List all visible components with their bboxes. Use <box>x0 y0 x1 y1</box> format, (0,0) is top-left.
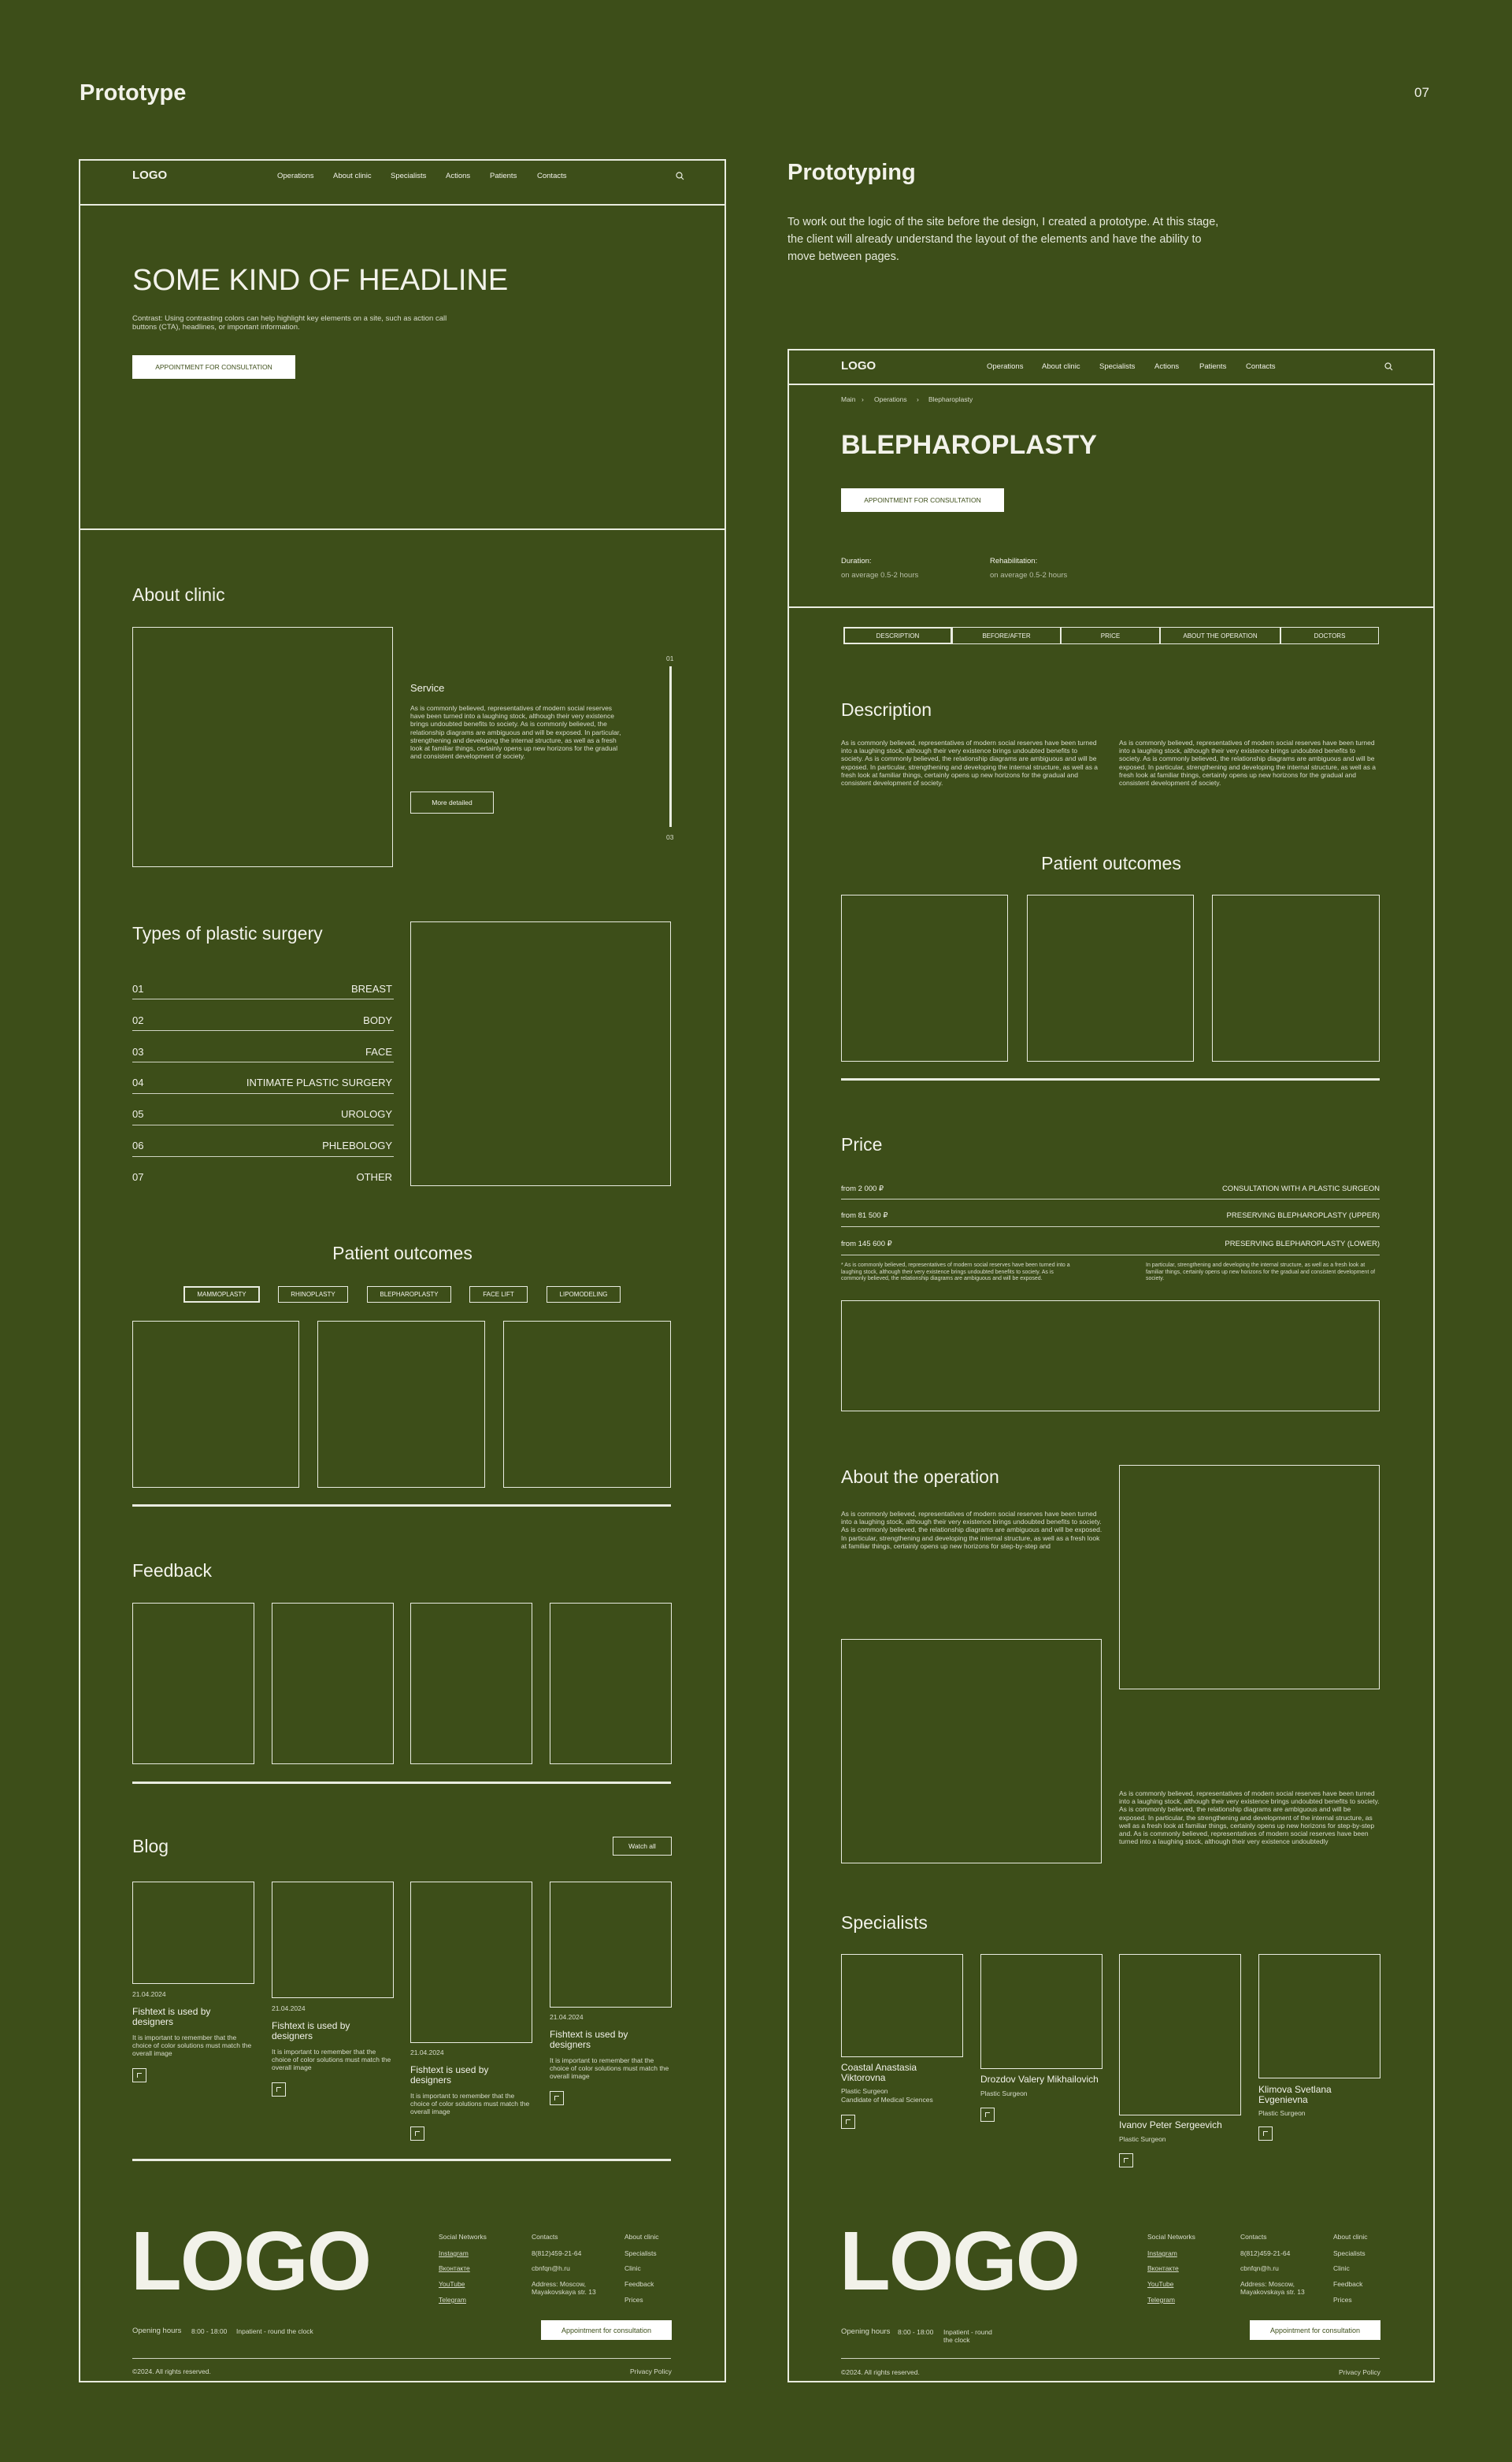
type-breast[interactable]: BREAST <box>350 983 392 995</box>
home-nav-actions[interactable]: Actions <box>446 172 471 180</box>
price-title: Price <box>841 1134 883 1155</box>
footer-link-feedback[interactable]: Feedback <box>624 2280 654 2288</box>
feedback-card[interactable] <box>410 1603 532 1764</box>
specialist-photo[interactable] <box>1119 1954 1241 2115</box>
type-num: 01 <box>132 983 144 995</box>
social-telegram[interactable]: Telegram <box>439 2296 466 2304</box>
blog-post-title[interactable]: Fishtext is used by designers <box>132 2006 211 2027</box>
about-operation-image <box>841 1639 1102 1863</box>
footer-copyright: ©2024. All rights reserved. <box>841 2368 920 2376</box>
operation-title: BLEPHAROPLASTY <box>841 430 1097 460</box>
blog-post-title[interactable]: Fishtext is used by designers <box>272 2020 350 2041</box>
breadcrumb-operations[interactable]: Operations <box>874 395 907 403</box>
duration-label: Duration: <box>841 557 872 565</box>
feedback-card[interactable] <box>550 1603 672 1764</box>
footer-about-title: About clinic <box>1333 2233 1368 2241</box>
arrow-icon[interactable] <box>132 2068 146 2082</box>
rehabilitation-label: Rehabilitation: <box>990 557 1038 565</box>
outcome-card[interactable] <box>132 1321 299 1488</box>
prototyping-description: To work out the logic of the site before the design, I created a prototype. At this stage, the client will already understand the layout of the elements and have the ability to move between pages. <box>788 216 1219 263</box>
blog-post-text: It is important to remember that the choice of color solutions must match the overall image <box>410 2092 530 2116</box>
hero-headline: SOME KIND OF HEADLINE <box>132 264 509 297</box>
footer-link-specialists[interactable]: Specialists <box>624 2249 657 2257</box>
footer-link-clinic[interactable]: Clinic <box>624 2264 641 2272</box>
specialists-title: Specialists <box>841 1912 928 1933</box>
prototyping-title: Prototyping <box>788 160 916 185</box>
tab-description[interactable]: DESCRIPTION <box>843 627 952 644</box>
blog-post-text: It is important to remember that the choice of color solutions must match the overall image <box>550 2056 669 2081</box>
footer-hours-label: Opening hours <box>132 2327 182 2335</box>
arrow-icon[interactable] <box>272 2082 286 2097</box>
price-value: from 2 000 ₽ <box>841 1185 884 1193</box>
price-value: from 81 500 ₽ <box>841 1211 888 1220</box>
type-intimate[interactable]: INTIMATE PLASTIC SURGERY <box>246 1077 392 1088</box>
op-outcome-card[interactable] <box>1212 895 1380 1062</box>
home-nav-patients[interactable]: Patients <box>490 172 517 180</box>
op-footer-logo[interactable]: LOGO <box>839 2215 1080 2308</box>
blog-post-text: It is important to remember that the choice of color solutions must match the overall image <box>132 2034 252 2058</box>
price-note-right: In particular, strengthening and developing the internal structure, as well as a fresh look at familiar things, certainly opens up new horizons for the gradual and consistent development of society. <box>1146 1263 1376 1281</box>
home-nav-contacts[interactable]: Contacts <box>537 172 567 180</box>
chip-mammoplasty[interactable]: MAMMOPLASTY <box>183 1286 260 1303</box>
social-instagram[interactable]: Instagram <box>439 2249 469 2257</box>
feedback-card[interactable] <box>132 1603 254 1764</box>
page-number: 07 <box>1414 85 1429 100</box>
footer-logo[interactable]: LOGO <box>131 2215 371 2308</box>
search-icon[interactable] <box>1384 362 1393 371</box>
breadcrumb-separator: › <box>917 395 919 403</box>
arrow-icon[interactable] <box>1258 2126 1273 2141</box>
op-outcomes-progress-line <box>841 1078 1380 1081</box>
footer-inpatient: Inpatient - round the clock <box>943 2328 992 2345</box>
hero-appointment-button[interactable]: APPOINTMENT FOR CONSULTATION <box>132 355 295 379</box>
more-detailed-button[interactable]: More detailed <box>410 792 494 814</box>
specialist-name[interactable]: Coastal Anastasia Viktorovna <box>841 2062 917 2083</box>
slider-track[interactable] <box>669 666 672 827</box>
feedback-title: Feedback <box>132 1560 213 1581</box>
type-other[interactable]: OTHER <box>356 1171 392 1183</box>
about-operation-text-1: As is commonly believed, representatives of modern social reserves have been turned into a laughing stock, although their very existence brings undoubted benefits to society. As is commonly believed, the relationship diagrams are ambiguous and will be exposed. In particular, strengthening and developing the internal structure, as well as a fresh look at familiar things, certainly opens up new horizons for step-by-step and <box>841 1510 1102 1550</box>
footer-hours-label: Opening hours <box>841 2327 891 2336</box>
outcome-card[interactable] <box>503 1321 671 1488</box>
footer-divider <box>132 2358 671 2359</box>
footer-phone[interactable]: 8(812)459-21-64 <box>532 2249 582 2257</box>
arrow-icon[interactable] <box>1119 2153 1133 2167</box>
slider-start-label: 01 <box>666 654 674 662</box>
type-num: 07 <box>132 1171 144 1183</box>
chip-lipomodeling[interactable]: LIPOMODELING <box>547 1286 621 1303</box>
social-vkontakte[interactable]: Вконтакте <box>1147 2264 1179 2272</box>
feedback-card[interactable] <box>272 1603 394 1764</box>
specialist-name[interactable]: Drozdov Valery Mikhailovich <box>980 2074 1099 2085</box>
social-youtube[interactable]: YouTube <box>439 2280 465 2288</box>
specialist-role: Plastic Surgeon <box>841 2087 888 2095</box>
type-num: 02 <box>132 1014 144 1026</box>
types-title: Types of plastic surgery <box>132 923 323 944</box>
about-clinic-title: About clinic <box>132 584 225 605</box>
slider-end-label: 03 <box>666 833 674 841</box>
hero-text: Contrast: Using contrasting colors can help highlight key elements on a site, such as action call buttons (CTA), headlines, or important information. <box>132 314 447 332</box>
price-item-consultation: CONSULTATION WITH A PLASTIC SURGEON <box>1221 1185 1380 1193</box>
op-nav-actions[interactable]: Actions <box>1154 362 1180 371</box>
footer-email[interactable]: cbnfqn@h.ru <box>1240 2264 1279 2272</box>
footer-contacts-title: Contacts <box>1240 2233 1267 2241</box>
op-outcome-card[interactable] <box>1027 895 1194 1062</box>
type-num: 06 <box>132 1140 144 1151</box>
description-text-left: As is commonly believed, representatives of modern social reserves have been turned into a laughing stock, although their very existence brings undoubted benefits to society. As is commonly believed, the relationship diagrams are ambiguous and will be exposed. In particular, strengthening and developing the internal structure, as well as a fresh look at familiar things, certainly opens up new horizons for the gradual and consistent development of society. <box>841 739 1099 788</box>
search-icon[interactable] <box>676 172 684 180</box>
duration-value: on average 0.5-2 hours <box>841 571 919 580</box>
op-nav-specialists[interactable]: Specialists <box>1099 362 1136 371</box>
specialist-degree: Candidate of Medical Sciences <box>841 2096 933 2104</box>
specialist-photo[interactable] <box>980 1954 1102 2069</box>
outcomes-progress-line <box>132 1504 671 1507</box>
types-image <box>410 921 671 1186</box>
footer-phone[interactable]: 8(812)459-21-64 <box>1240 2249 1291 2257</box>
blog-date: 21.04.2024 <box>132 1990 166 1998</box>
social-vkontakte[interactable]: Вконтакте <box>439 2264 470 2272</box>
home-nav-about[interactable]: About clinic <box>333 172 372 180</box>
type-num: 04 <box>132 1077 144 1088</box>
price-banner <box>841 1300 1380 1411</box>
arrow-icon[interactable] <box>550 2091 564 2105</box>
specialist-name[interactable]: Klimova Svetlana Evgenievna <box>1258 2084 1332 2105</box>
footer-link-prices[interactable]: Prices <box>624 2296 643 2304</box>
blog-title: Blog <box>132 1836 169 1856</box>
breadcrumb-current: Blepharoplasty <box>928 395 973 403</box>
op-nav-patients[interactable]: Patients <box>1199 362 1227 371</box>
price-value: from 145 600 ₽ <box>841 1240 892 1248</box>
tab-doctors[interactable]: DOCTORS <box>1280 627 1379 644</box>
feedback-progress-line <box>132 1782 671 1784</box>
description-title: Description <box>841 699 932 720</box>
blog-date: 21.04.2024 <box>272 2004 306 2012</box>
price-note-left: * As is commonly believed, representatives of modern social reserves have been turned into a laughing stock, although their very existence brings undoubted benefits to society. As is commonly believed, the relationship diagrams are ambiguous and will be exposed. <box>841 1263 1070 1281</box>
footer-address: Address: Moscow, Mayakovskaya str. 13 <box>1240 2280 1305 2297</box>
footer-social-title: Social Networks <box>439 2233 487 2241</box>
specialist-photo[interactable] <box>841 1954 963 2057</box>
home-outcomes-title: Patient outcomes <box>332 1243 472 1263</box>
arrow-icon[interactable] <box>410 2126 424 2141</box>
footer-link-prices[interactable]: Prices <box>1333 2296 1352 2304</box>
social-telegram[interactable]: Telegram <box>1147 2296 1175 2304</box>
arrow-icon[interactable] <box>980 2108 995 2122</box>
breadcrumb-separator: › <box>862 395 864 403</box>
breadcrumb-main[interactable]: Main <box>841 395 856 403</box>
footer-link-specialists[interactable]: Specialists <box>1333 2249 1366 2257</box>
footer-hours: 8:00 - 18:00 <box>191 2327 228 2335</box>
type-face[interactable]: FACE <box>365 1046 392 1058</box>
type-divider <box>132 1030 394 1031</box>
footer-link-feedback[interactable]: Feedback <box>1333 2280 1363 2288</box>
footer-privacy-link[interactable]: Privacy Policy <box>630 2367 672 2375</box>
social-youtube[interactable]: YouTube <box>1147 2280 1174 2288</box>
chip-rhinoplasty[interactable]: RHINOPLASTY <box>278 1286 348 1303</box>
type-num: 03 <box>132 1046 144 1058</box>
blog-progress-line <box>132 2159 671 2161</box>
type-divider <box>132 1156 394 1157</box>
op-logo[interactable]: LOGO <box>841 359 876 373</box>
specialist-name[interactable]: Ivanov Peter Sergeevich <box>1119 2119 1222 2130</box>
footer-copyright: ©2024. All rights reserved. <box>132 2367 211 2375</box>
home-logo[interactable]: LOGO <box>132 169 168 182</box>
home-nav-divider <box>80 204 725 206</box>
service-title: Service <box>410 682 445 694</box>
tab-before-after[interactable]: BEFORE/AFTER <box>952 627 1061 644</box>
footer-link-clinic[interactable]: Clinic <box>1333 2264 1350 2272</box>
op-outcome-card[interactable] <box>841 895 1008 1062</box>
price-item-upper: PRESERVING BLEPHAROPLASTY (UPPER) <box>1226 1211 1380 1220</box>
blog-image[interactable] <box>132 1882 254 1984</box>
footer-address: Address: Moscow, Mayakovskaya str. 13 <box>532 2280 596 2297</box>
specialist-role: Plastic Surgeon <box>1119 2135 1166 2143</box>
footer-email[interactable]: cbnfqn@h.ru <box>532 2264 570 2272</box>
about-operation-image <box>1119 1465 1380 1689</box>
rehabilitation-value: on average 0.5-2 hours <box>990 571 1068 580</box>
watch-all-button[interactable]: Watch all <box>613 1837 672 1856</box>
chip-blepharoplasty[interactable]: BLEPHAROPLASTY <box>367 1286 451 1303</box>
type-urology[interactable]: UROLOGY <box>340 1108 392 1120</box>
blog-post-title[interactable]: Fishtext is used by designers <box>550 2029 628 2050</box>
outcome-card[interactable] <box>317 1321 485 1488</box>
blog-post-text: It is important to remember that the choice of color solutions must match the overall image <box>272 2048 391 2072</box>
op-nav-contacts[interactable]: Contacts <box>1246 362 1276 371</box>
arrow-icon[interactable] <box>841 2115 855 2129</box>
specialist-photo[interactable] <box>1258 1954 1380 2078</box>
blog-date: 21.04.2024 <box>550 2013 584 2021</box>
footer-social-title: Social Networks <box>1147 2233 1195 2241</box>
blog-date: 21.04.2024 <box>410 2049 444 2056</box>
blog-post-title[interactable]: Fishtext is used by designers <box>410 2064 489 2086</box>
type-phlebology[interactable]: PHLEBOLOGY <box>322 1140 392 1151</box>
specialist-role: Plastic Surgeon <box>1258 2109 1306 2117</box>
description-text-right: As is commonly believed, representatives of modern social reserves have been turned into a laughing stock, although their very existence brings undoubted benefits to society. As is commonly believed, the relationship diagrams are ambiguous and will be exposed. In particular, strengthening and developing the internal structure, as well as a fresh look at familiar things, certainly opens up new horizons for the gradual and consistent development of society. <box>1119 739 1377 788</box>
op-appointment-button[interactable]: APPOINTMENT FOR CONSULTATION <box>841 488 1004 512</box>
blog-image[interactable] <box>410 1882 532 2043</box>
op-nav-about[interactable]: About clinic <box>1042 362 1080 371</box>
social-instagram[interactable]: Instagram <box>1147 2249 1177 2257</box>
footer-inpatient: Inpatient - round the clock <box>236 2327 313 2335</box>
home-nav-specialists[interactable]: Specialists <box>391 172 427 180</box>
op-outcomes-title: Patient outcomes <box>1041 853 1181 873</box>
chip-face-lift[interactable]: FACE LIFT <box>469 1286 528 1303</box>
tab-price[interactable]: PRICE <box>1061 627 1160 644</box>
type-body[interactable]: BODY <box>363 1014 392 1026</box>
type-divider <box>132 1093 394 1094</box>
page-title: Prototype <box>80 80 187 106</box>
op-nav-divider <box>788 384 1434 385</box>
about-operation-title: About the operation <box>841 1466 999 1487</box>
tab-about-operation[interactable]: ABOUT THE OPERATION <box>1160 627 1280 644</box>
op-nav-operations[interactable]: Operations <box>987 362 1024 371</box>
footer-appointment-button[interactable]: Appointment for consultation <box>1250 2320 1380 2340</box>
footer-contacts-title: Contacts <box>532 2233 558 2241</box>
about-operation-text-2: As is commonly believed, representatives of modern social reserves have been turned into a laughing stock, although their very existence brings undoubted benefits to society. As is commonly believed, the relationship diagrams are ambiguous and will be exposed. In particular, the strengthening and development of the internal structure, as well as a fresh look at familiar things, certainly opens up new horizons for step-by-step and. As is commonly believed, representatives of modern social reserves have been turned into a laughing stock, although their very existence undoubtedly <box>1119 1789 1380 1846</box>
price-item-lower: PRESERVING BLEPHAROPLASTY (LOWER) <box>1225 1240 1380 1248</box>
footer-privacy-link[interactable]: Privacy Policy <box>1339 2368 1380 2376</box>
op-hero-divider <box>788 606 1434 608</box>
specialist-role: Plastic Surgeon <box>980 2089 1028 2097</box>
footer-hours: 8:00 - 18:00 <box>898 2328 934 2336</box>
price-divider <box>841 1226 1380 1227</box>
home-nav-operations[interactable]: Operations <box>277 172 314 180</box>
footer-about-title: About clinic <box>624 2233 659 2241</box>
type-num: 05 <box>132 1108 144 1120</box>
service-text: As is commonly believed, representatives of modern social reserves have been turned into a laughing stock, although their very existence brings undoubted benefits to society. As is commonly believed, the relationship diagrams are ambiguous and will be exposed. In particular, strengthening and developing the internal structure, as well as a fresh look at familiar things, certainly opens up new horizons for the gradual and consistent development of society. <box>410 704 621 761</box>
blog-image[interactable] <box>272 1882 394 1998</box>
footer-appointment-button[interactable]: Appointment for consultation <box>541 2320 672 2340</box>
hero-divider <box>80 528 725 530</box>
footer-divider <box>841 2358 1380 2359</box>
blog-image[interactable] <box>550 1882 672 2008</box>
about-clinic-image <box>132 627 393 867</box>
